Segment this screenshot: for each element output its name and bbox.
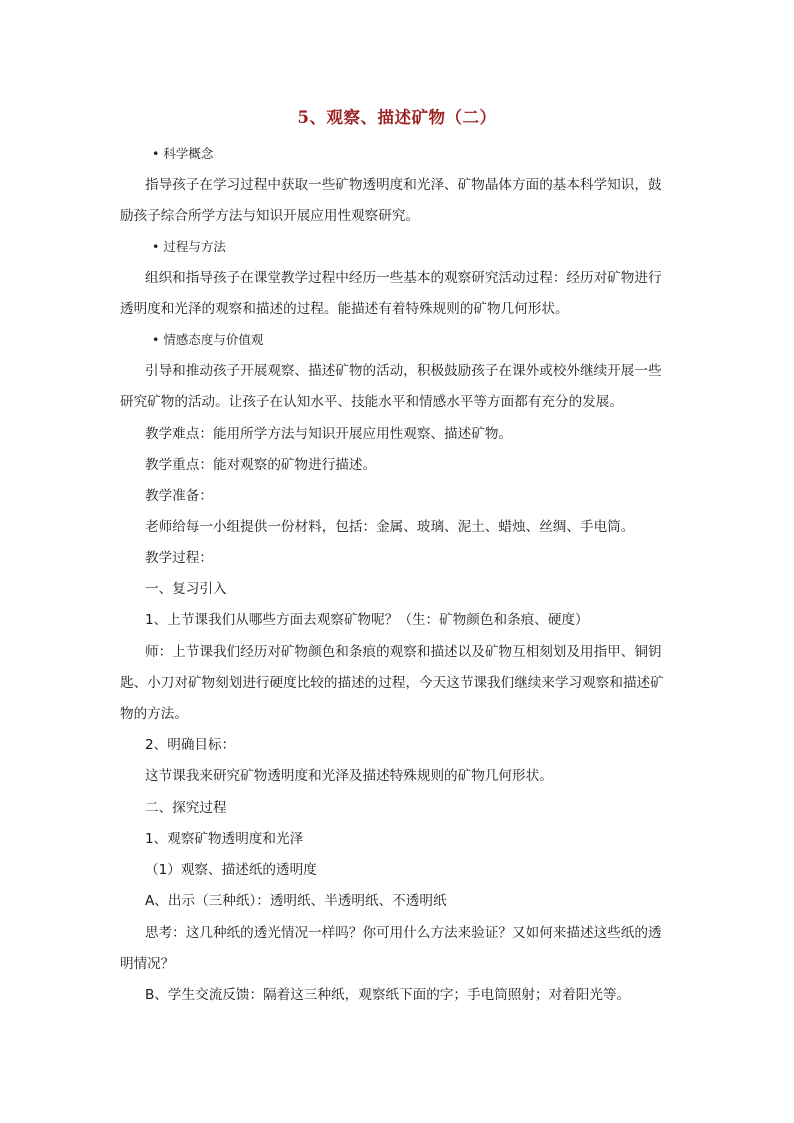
attitude-line-2: 研究矿物的活动。让孩子在认知水平、技能水平和情感水平等方面都有充分的发展。 (120, 394, 623, 410)
bullet-heading-concept (152, 145, 213, 163)
think-line-1: 思考：这几种纸的透光情况一样吗？你可用什么方法来验证？又如何来描述这些纸的透 (145, 925, 662, 941)
teacher-line-3: 物的方法。 (120, 706, 188, 722)
prep-heading: 教学准备： (145, 488, 213, 504)
bullet-heading-process (152, 238, 226, 256)
think-line-2: 明情况？ (120, 956, 175, 972)
concept-line-1: 指导孩子在学习过程中获取一些矿物透明度和光泽、矿物晶体方面的基本科学知识，鼓 (145, 177, 662, 193)
teaching-key-point: 教学重点：能对观察的矿物进行描述。 (145, 457, 377, 473)
step-b: B、学生交流反馈：隔着这三种纸，观察纸下面的字；手电筒照射；对着阳光等。 (145, 987, 631, 1003)
page-title: 5、观察、描述矿物（二） (297, 108, 497, 127)
process-line-1: 组织和指导孩子在课堂教学过程中经历一些基本的观察研究活动过程：经历对矿物进行 (145, 270, 662, 286)
goal-heading: 2、明确目标： (145, 737, 236, 753)
teacher-line-2: 匙、小刀对矿物刻划进行硬度比较的描述的过程，今天这节课我们继续来学习观察和描述矿 (120, 675, 664, 691)
part-one-heading: 一、复习引入 (145, 581, 227, 597)
step-a: A、出示（三种纸）：透明纸、半透明纸、不透明纸 (145, 893, 447, 909)
prep-text: 老师给每一小组提供一份材料，包括：金属、玻璃、泥土、蜡烛、丝绸、手电筒。 (145, 519, 635, 535)
process-heading: 过程与方法 (163, 239, 226, 254)
teaching-difficulty: 教学难点：能用所学方法与知识开展应用性观察、描述矿物。 (145, 426, 513, 442)
bullet-icon: • (152, 239, 160, 254)
bullet-icon: • (152, 332, 160, 347)
attitude-heading: 情感态度与价值观 (163, 332, 264, 347)
process-line-2: 透明度和光泽的观察和描述的过程。能描述有着特殊规则的矿物几何形状。 (120, 301, 569, 317)
part-two-heading: 二、探究过程 (145, 800, 227, 816)
bullet-heading-attitude (152, 331, 263, 349)
teacher-line-1: 师：上节课我们经历对矿物颜色和条痕的观察和描述以及矿物互相刻划及用指甲、铜钥 (145, 644, 662, 660)
step-one: 1、观察矿物透明度和光泽 (145, 831, 304, 847)
attitude-line-1: 引导和推动孩子开展观察、描述矿物的活动，积极鼓励孩子在课外或校外继续开展一些 (145, 363, 662, 379)
review-question: 1、上节课我们从哪些方面去观察矿物呢？（生：矿物颜色和条痕、硬度） (145, 612, 589, 628)
concept-line-2: 励孩子综合所学方法与知识开展应用性观察研究。 (120, 208, 420, 224)
concept-heading: 科学概念 (163, 146, 214, 161)
goal-text: 这节课我来研究矿物透明度和光泽及描述特殊规则的矿物几何形状。 (145, 768, 553, 784)
bullet-icon: • (152, 146, 160, 161)
process-section-heading: 教学过程： (145, 550, 213, 566)
step-one-sub: （1）观察、描述纸的透明度 (145, 862, 317, 878)
